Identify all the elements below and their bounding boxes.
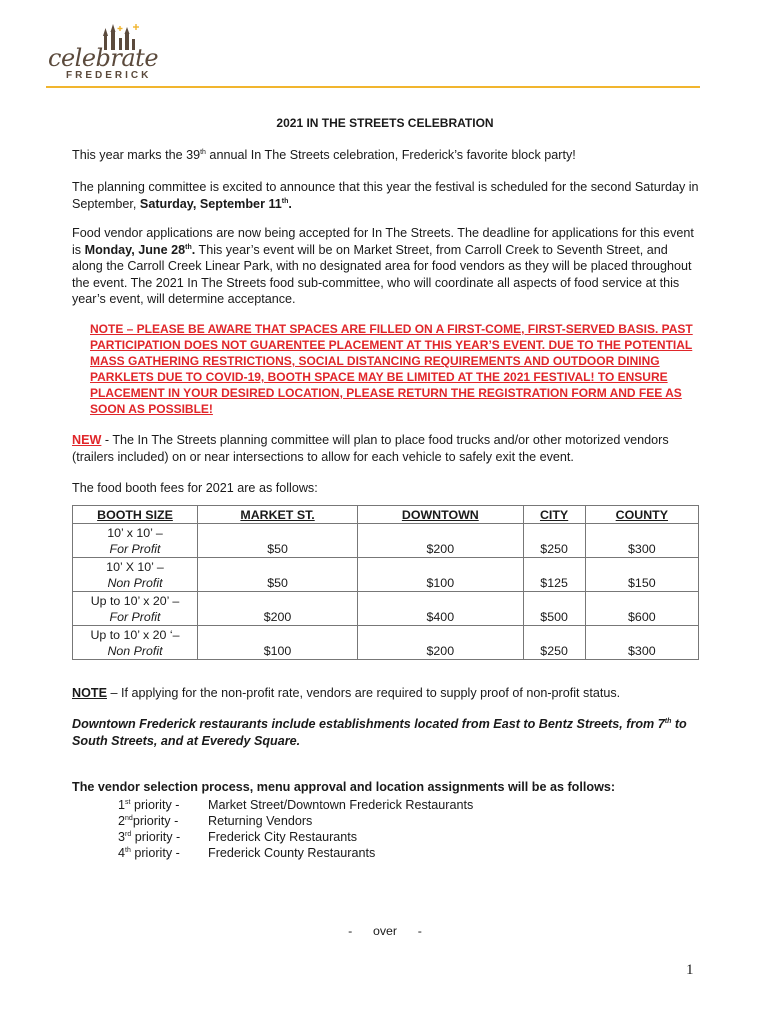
date-text: The planning committee is excited to announce that this year the festival is scheduled for the second Saturday in September, xyxy=(72,180,699,211)
booth-size: 10’ X 10’ – xyxy=(106,559,164,574)
table-row xyxy=(73,558,699,592)
priority-sup: th xyxy=(125,846,131,854)
market-price: $50 xyxy=(198,524,358,558)
intro-text-b: annual In The Streets celebration, Frederick’s favorite block party! xyxy=(205,148,576,162)
city-price: $250 xyxy=(523,626,585,660)
booth-type: For Profit xyxy=(109,609,161,624)
event-date-end: . xyxy=(288,196,292,211)
header-city: CITY xyxy=(523,506,585,524)
new-label: NEW xyxy=(72,433,102,447)
priority-desc: Frederick City Restaurants xyxy=(208,830,358,844)
deadline-date: Monday, June 28 xyxy=(84,242,186,257)
booth-type: Non Profit xyxy=(107,643,163,658)
intro-text-a: This year marks the 39 xyxy=(72,148,201,162)
header-divider xyxy=(46,86,700,88)
downtown-text-b: to South Streets, and at Everedy Square. xyxy=(72,717,687,748)
applications-text-a: Food vendor applications are now being accepted for In The Streets. The deadline for applications for this event is xyxy=(72,226,694,257)
downtown-price: $400 xyxy=(358,592,523,626)
booth-size: Up to 10’ x 20’ – xyxy=(90,593,180,608)
county-price: $150 xyxy=(585,558,698,592)
table-row xyxy=(73,592,699,626)
market-price: $50 xyxy=(198,558,358,592)
downtown-sup: th xyxy=(664,717,672,725)
intro-sup: th xyxy=(200,148,206,156)
county-price: $600 xyxy=(585,592,698,626)
event-date-sup: th xyxy=(281,197,289,205)
celebrate-frederick-logo xyxy=(48,18,159,84)
selection-heading: The vendor selection process, menu approval and location assignments will be as follows: xyxy=(72,780,616,794)
intro-paragraph xyxy=(72,147,700,164)
priority-item xyxy=(118,829,718,845)
table-row xyxy=(73,626,699,660)
downtown-price: $200 xyxy=(358,524,523,558)
logo-sub-text: FREDERICK xyxy=(66,70,152,81)
priority-sup: st xyxy=(125,798,131,806)
priority-desc: Frederick County Restaurants xyxy=(208,846,376,860)
priority-sup: rd xyxy=(125,830,132,838)
nonprofit-note xyxy=(72,685,700,701)
downtown-definition xyxy=(72,716,700,750)
priority-desc: Returning Vendors xyxy=(208,814,313,828)
new-paragraph xyxy=(72,432,700,465)
date-paragraph xyxy=(72,179,700,212)
logo-script-text: celebrate xyxy=(48,44,159,72)
applications-text-b: This year’s event will be on Market Street, from Carroll Creek to Seventh Street, and along the Carroll Creek Linear Park, with no designated area for food vendors as they will be placed throughout the event. The 2021 In The Streets food sub-committee, who will coordinate all aspects of food service at this year’s event, will determine acceptance. xyxy=(72,242,692,306)
table-header-row xyxy=(73,506,699,524)
fees-intro: The food booth fees for 2021 are as follows: xyxy=(72,481,318,495)
priority-tail: priority - xyxy=(131,830,181,844)
booth-size: 10’ x 10’ – xyxy=(107,525,163,540)
priority-number: 3 xyxy=(118,830,126,844)
booth-size-cell xyxy=(73,626,198,660)
event-date: Saturday, September 11 xyxy=(139,196,282,211)
deadline-end: . xyxy=(191,242,196,257)
priority-desc: Market Street/Downtown Frederick Restaurants xyxy=(208,798,474,812)
priority-number: 4 xyxy=(118,846,126,860)
city-price: $125 xyxy=(523,558,585,592)
priority-tail: priority - xyxy=(130,798,180,812)
booth-type: Non Profit xyxy=(107,575,163,590)
priority-item xyxy=(118,845,718,861)
booth-size-cell xyxy=(73,592,198,626)
deadline-sup: th xyxy=(185,243,192,251)
downtown-text-a: Downtown Frederick restaurants include establishments located from East to Bentz Streets, from 7 xyxy=(72,717,665,731)
booth-size-cell xyxy=(73,524,198,558)
priority-tail: priority - xyxy=(132,814,179,828)
header-downtown: DOWNTOWN xyxy=(358,506,523,524)
applications-paragraph xyxy=(72,225,700,308)
priority-sup: nd xyxy=(125,814,133,822)
over-indicator: - over - xyxy=(348,924,422,938)
city-price: $250 xyxy=(523,524,585,558)
county-price: $300 xyxy=(585,626,698,660)
city-price: $500 xyxy=(523,592,585,626)
market-price: $100 xyxy=(198,626,358,660)
priority-item xyxy=(118,797,718,813)
booth-type: For Profit xyxy=(109,541,161,556)
new-text: - The In The Streets planning committee will plan to place food trucks and/or other motorized vendors (trailers included) on or near intersections to allow for each vehicle to safely exit the event. xyxy=(72,433,669,464)
note-label: NOTE xyxy=(72,686,107,700)
booth-fees-table xyxy=(72,505,699,660)
priority-item xyxy=(118,813,718,829)
priority-number: 1 xyxy=(118,798,126,812)
booth-size: Up to 10’ x 20 ‘– xyxy=(90,627,180,642)
page-number: 1 xyxy=(686,962,694,978)
document-title: 2021 IN THE STREETS CELEBRATION xyxy=(276,116,494,130)
covid-warning-note: NOTE – PLEASE BE AWARE THAT SPACES ARE FILLED ON A FIRST-COME, FIRST-SERVED BASIS. PAST PARTICIPATION DOES NOT GUARENTEE PLACEMENT AT THIS YEAR’S EVENT. DUE TO THE POTENTIAL MASS GATHERING RESTRICTIONS, SOCIAL DISTANCING REQUIREMENTS AND OUTDOOR DINING PARKLETS DUE TO COVID-19, BOOTH SPACE MAY BE LIMITED AT THE 2021 FESTIVAL! TO ENSURE PLACEMENT IN YOUR DESIRED LOCATION, PLEASE RETURN THE REGISTRATION FORM AND FEE AS SOON AS POSSIBLE! xyxy=(90,322,693,416)
downtown-price: $200 xyxy=(358,626,523,660)
header-booth-size: BOOTH SIZE xyxy=(73,506,198,524)
priority-number: 2 xyxy=(118,814,126,828)
table-row xyxy=(73,524,699,558)
note-text: – If applying for the non-profit rate, vendors are required to supply proof of non-profit status. xyxy=(106,686,621,700)
county-price: $300 xyxy=(585,524,698,558)
header-market-st: MARKET ST. xyxy=(198,506,358,524)
market-price: $200 xyxy=(198,592,358,626)
booth-size-cell xyxy=(73,558,198,592)
downtown-price: $100 xyxy=(358,558,523,592)
priority-tail: priority - xyxy=(130,846,180,860)
header-county: COUNTY xyxy=(585,506,698,524)
